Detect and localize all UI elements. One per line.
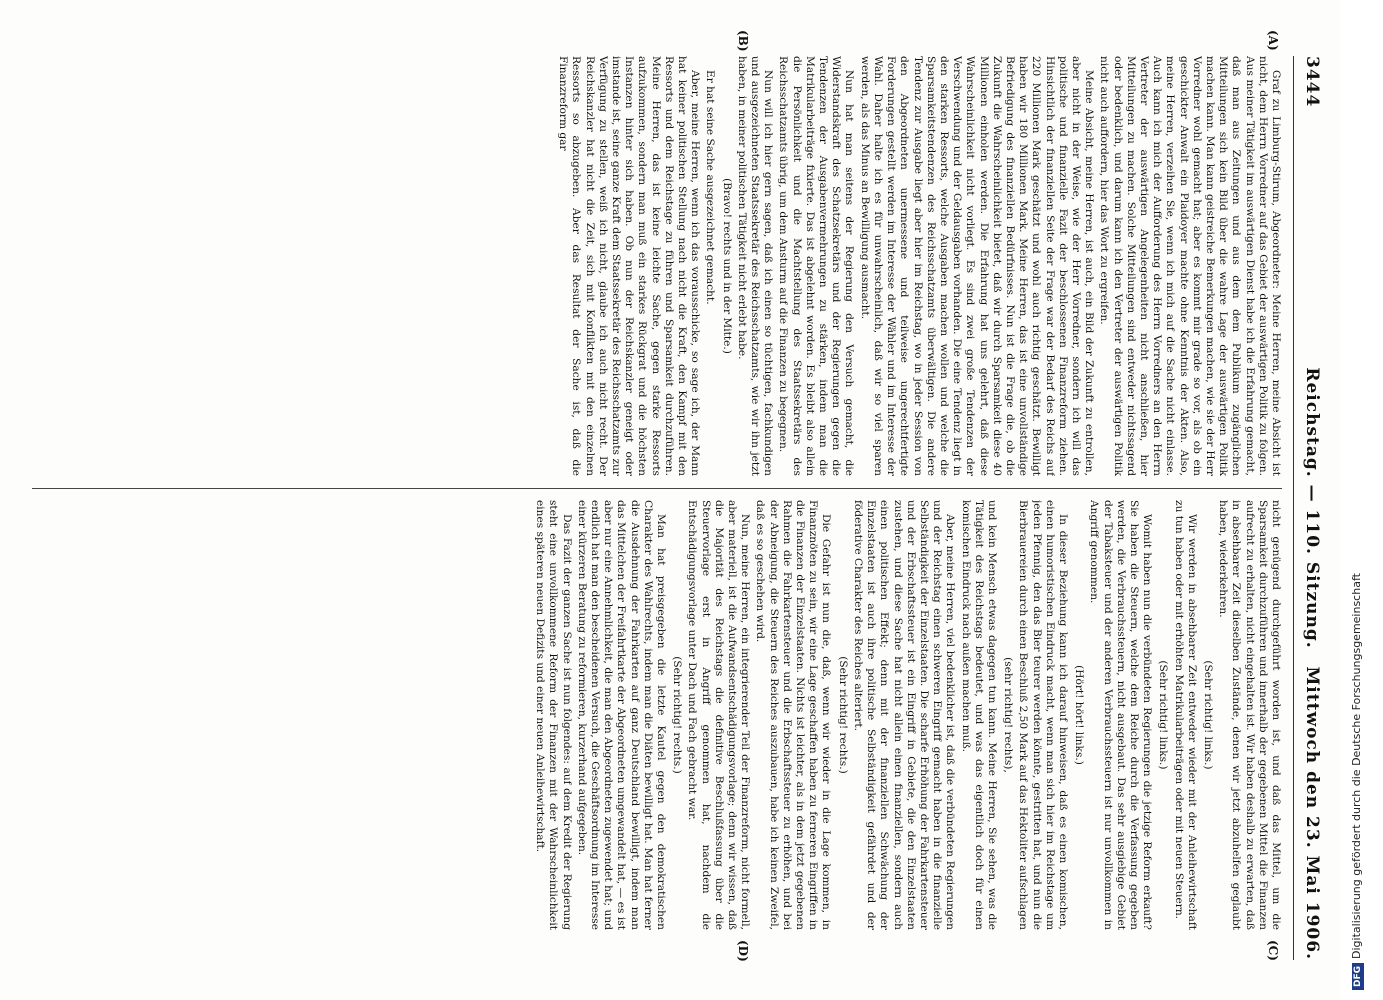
speech-paragraph: nicht genügend durchgeführt worden ist, und daß das Mittel, um die Sparsamkeit durchzuführen und innerhalb der gegebenen Mittel die Finanzen aufrecht zu erhalten, nicht eingehalten ist. Wir haben deshalb zu erwarten, daß in absehbarer Zeit dieselben Zustände, denen wir jetzt abzuhelfen geglaubt haben, wiederkehren. bbox=[1217, 500, 1282, 930]
interjection: (Sehr richtig! links.) bbox=[1201, 660, 1214, 770]
running-title: Reichstag. — 110. Sitzung. bbox=[1302, 367, 1322, 649]
speech-paragraph: Graf zu Limburg-Stirum, Abgeordneter: Meine Herren, meine Absicht ist nicht, dem Herrn Vorredner auf das Gebiet der auswärtigen Politik zu folgen. Aus meiner Tätigkeit im auswärtigen Dienst habe ich die Erfahrung gemacht, daß man aus Zeitungen und aus dem dem Publikum zugänglichen Mitteilungen sich kein Bild über die wahre Lage der auswärtigen Politik machen kann. Man kann geistreiche Bemerkungen machen, wie sie der Herr Vorredner wohl gemacht hat; aber es kommt mir grade so vor, als ob ein geschickter Anwalt ein Plaidoyer machte ohne Kenntnis der Akten. Also, meine Herren, verzeihen Sie, wenn ich mich auf die Sache nicht einlasse. Auch kann ich mich der Aufforderung des Herrn Vorredners an den Herrn Vertreter der auswärtigen Angelegenheiten nicht anschließen, hier Mitteilungen zu machen. Solche Mitteilungen sind entweder nichtssagend oder bedenklich, und darum kann ich den Vertreter der auswärtigen Politik nicht auch auffordern, hier das Wort zu ergreifen. bbox=[1098, 56, 1282, 476]
speech-paragraph: In dieser Beziehung kann ich darauf hinweisen, daß es einen komischen, einen humoristischen Eindruck macht, wenn man sich hier im Reichstage um jeden Pfennig, den das Bier teurer werden könnte, gestritten hat, und nun die Bierbrauereien durch einen Beschluß 2,50 Mark auf das Hektoliter aufschlagen bbox=[1017, 500, 1069, 930]
left-column bbox=[22, 56, 1282, 476]
page-header bbox=[1296, 56, 1322, 960]
digitization-credit bbox=[1350, 0, 1364, 990]
interjection: (Sehr richtig! links.) bbox=[1157, 660, 1170, 770]
credit-text: Digitalisierung gefördert durch die Deutsche Forschungsgemeinschaft bbox=[1350, 573, 1363, 959]
right-column bbox=[22, 500, 1282, 930]
margin-marker-b: (B) bbox=[736, 30, 750, 52]
margin-marker-d: (D) bbox=[736, 940, 750, 962]
speech-paragraph: Meine Absicht, meine Herren, ist auch, ein Bild der Zukunft zu entrollen, aber nicht in der Weise, wie der Herr Vorredner, sondern ich will das politische und finanzielle Fazit der beschlossenen Finanzreform ziehen. Hinsichtlich der finanziellen Seite der Frage war der Bedarf des Reichs auf 220 Millionen Mark geschätzt und wohl auch richtig geschätzt. Bewilligt haben wir 180 Millionen Mark. Meine Herren, das ist eine unvollständige Befriedigung des finanziellen Bedürfnisses. Nun ist die Frage die, ob die Zukunft die Wahrscheinlichkeit bietet, daß wir durch Sparsamkeit diese 40 Millionen einholen werden. Die Erfahrung hat uns gelehrt, daß diese Wahrscheinlichkeit nicht vorliegt. Es sind zwei große Tendenzen der Verschwendung und der Geldausgaben vorhanden. Die eine Tendenz liegt in den starken Ressorts, welche Ausgaben machen wollen und welche die Sparsamkeitstendenzen des Reichsschatzamts überwältigen. Die andere Tendenz zur Ausgabe liegt aber hier im Reichstag, wo in jeder Session von den Abgeordneten unermessene und teilweise ungerechtfertigte Forderungen gestellt werden im Interesse der Wähler und im Interesse der Wahl. Daher halte ich es für unwahrscheinlich, daß wir so viel sparen werden, als das Minus an Bewilligung ausmacht. bbox=[858, 56, 1096, 476]
speech-paragraph: Er hat seine Sache ausgezeichnet gemacht. bbox=[704, 70, 717, 305]
speech-paragraph: Womit haben nun die verbündeten Regierungen die jetzige Reform erkauft? Sie haben die Steuern, welche dem Reiche durch die Verfassung gegeben werden, die Verbrauchssteuern, nicht ausgebaut. Das sehr ausgiebige Gebiet der Tabaksteuer und der anderen Verbrauchssteuern ist nur unvollkommen in Angriff genommen. bbox=[1088, 500, 1154, 930]
interjection: (sehr richtig! rechts), bbox=[1002, 657, 1015, 773]
speech-paragraph: Nun, meine Herren, ein integrierender Teil der Finanzreform, nicht formell, aber materiell, ist die Aufwandsentschädigungsvorlage; denn wir wissen, daß die Majorität des Reichstags die definitive Beschlußfassung über die Steuervorlage erst in Angriff genommen hat, nachdem die Entschädigungsvorlage unter Dach und Fach gebracht war. bbox=[686, 500, 752, 930]
speech-paragraph: Aber, meine Herren, wenn ich das vorausschicke, so sage ich, der Mann hat keiner politischen Stellung nach nicht die Kraft, den Kampf mit den Ressorts und dem Reichstage zu führen und Sparsamkeit durchzuführen. Meine Herren, das ist keine leichte Sache, gegen starke Ressorts aufzukommen, sondern man muß ein starkes Rückgrat und die höchsten Instanzen hinter sich haben. Ob nun der Reichskanzler geneigt oder imstande ist, seine ganze Kraft dem Staatssekretär des Reichsschatzamts zur Verfügung zu stellen, weiß ich nicht, glaube ich auch nicht recht. Der Reichskanzler hat nicht die Zeit, sich mit Konflikten mit den einzelnen Ressorts so abzugeben. Aber das Resultat der Sache ist, daß die Finanzreform gar bbox=[557, 56, 702, 476]
speech-paragraph: Man hat preisgegeben die letzte Kautel gegen den demokratischen Charakter des Wahlrechts, indem man die Diäten bewilligt hat. Man hat ferner die Ausdehnung der Fahrkarten auf ganz Deutschland bewilligt, indem man das Mittelchen der Freifahrtkarte der Abgeordneten umgewandelt hat, — es ist aber nur eine Annehmlichkeit, die man den Abgeordneten zugewendet hat; und endlich hat man den bescheidenen Versuch, die Geschäftsordnung im Interesse einer kürzeren Beratung zu reformieren, kurzerhand aufgegeben. bbox=[575, 500, 668, 930]
speech-paragraph: Das Fazit der ganzen Sache ist nun folgendes: auf dem Kredit der Regierung steht eine unvollkommene Reform der Finanzen mit der Wahrscheinlichkeit eines späteren neuen Defizits und einer neuen Anleihewirtschaft. bbox=[534, 500, 573, 930]
margin-marker-c: (C) bbox=[1266, 940, 1280, 961]
header-rule bbox=[1293, 56, 1294, 960]
column-divider bbox=[32, 488, 1282, 489]
speech-paragraph: Die Gefahr ist nun die, daß, wenn wir wieder in die Lage kommen, in Finanznöten zu sein, wir eine Lage geschaffen haben zu ferneren Eingriffen in die Finanzen der Einzelstaaten. Nichts ist leichter, als in dem jetzt gegebenen Rahmen die Fahrkartensteuer und die Erbschaftssteuer zu erhöhen, und bei der Abneigung, die Steuern des Reiches auszubauen, habe ich keinen Zweifel, daß es so geschehen wird. bbox=[754, 500, 833, 930]
speech-paragraph: und kein Mensch etwas dagegen tun kann. Meine Herren, Sie sehen, was die Tätigkeit des Reichstags bedeutet, und was das eigentlich doch für einen komischen Eindruck nach außen machen muß. bbox=[959, 500, 998, 930]
interjection: (Hört! hört! links.) bbox=[1073, 665, 1086, 765]
margin-marker-a: (A) bbox=[1266, 30, 1280, 51]
dfg-logo: DFG bbox=[1352, 963, 1364, 990]
speech-paragraph: Nun hat man seitens der Regierung den Versuch gemacht, die Widerstandskraft des Schatzsekretärs und der Regierungen gegen die Tendenzen der Ausgabenvermehrungen zu stärken, indem man die Matrikularbeiträge fixierte. Das ist abgelehnt worden. Es bleibt also allein die Persönlichkeit und die Machtstellung des Staatssekretärs des Reichsschatzamts übrig, um dem Ansturm auf die Finanzen zu begegnen. bbox=[777, 56, 856, 476]
speech-paragraph: Nun will ich hier gern sagen, daß ich einen so tüchtigen, fachkundigen und ausgezeichneten Staatssekretär des Reichsschatzamts, wie wir ihn jetzt haben, in meiner politischen Tätigkeit nicht erlebt habe. bbox=[735, 56, 775, 476]
interjection: (Bravo! rechts und in der Mitte.) bbox=[720, 178, 733, 354]
interjection: (Sehr richtig! rechts.) bbox=[836, 656, 849, 774]
interjection: (Sehr richtig! rechts.) bbox=[671, 656, 684, 774]
speech-paragraph: Wir werden in absehbarer Zeit entweder wieder mit der Anleihewirtschaft zu tun haben oder mit erhöhten Matrikularbeiträgen oder mit neuen Steuern. bbox=[1172, 500, 1198, 930]
speech-paragraph: Aber, meine Herren, viel bedenklicher ist, daß die verbündeten Regierungen und der Reichstag einen schweren Eingriff gemacht haben in die finanzielle Selbständigkeit der Einzelstaaten. Die scharfe Erhöhung der Fahrkartensteuer und der Erbschaftssteuer ist ein Eingriff in Gebiete, die den Einzelstaaten zustehen, und diese Sache hat nicht allein einen finanziellen, sondern auch einen politischen Effekt; denn mit der finanziellen Schwächung der Einzelstaaten ist auch ihre politische Selbständigkeit gefährdet und der föderative Charakter des Reiches alteriert. bbox=[851, 500, 957, 930]
session-date: Mittwoch den 23. Mai 1906. bbox=[1302, 666, 1322, 960]
page-number: 3444 bbox=[1302, 56, 1322, 108]
